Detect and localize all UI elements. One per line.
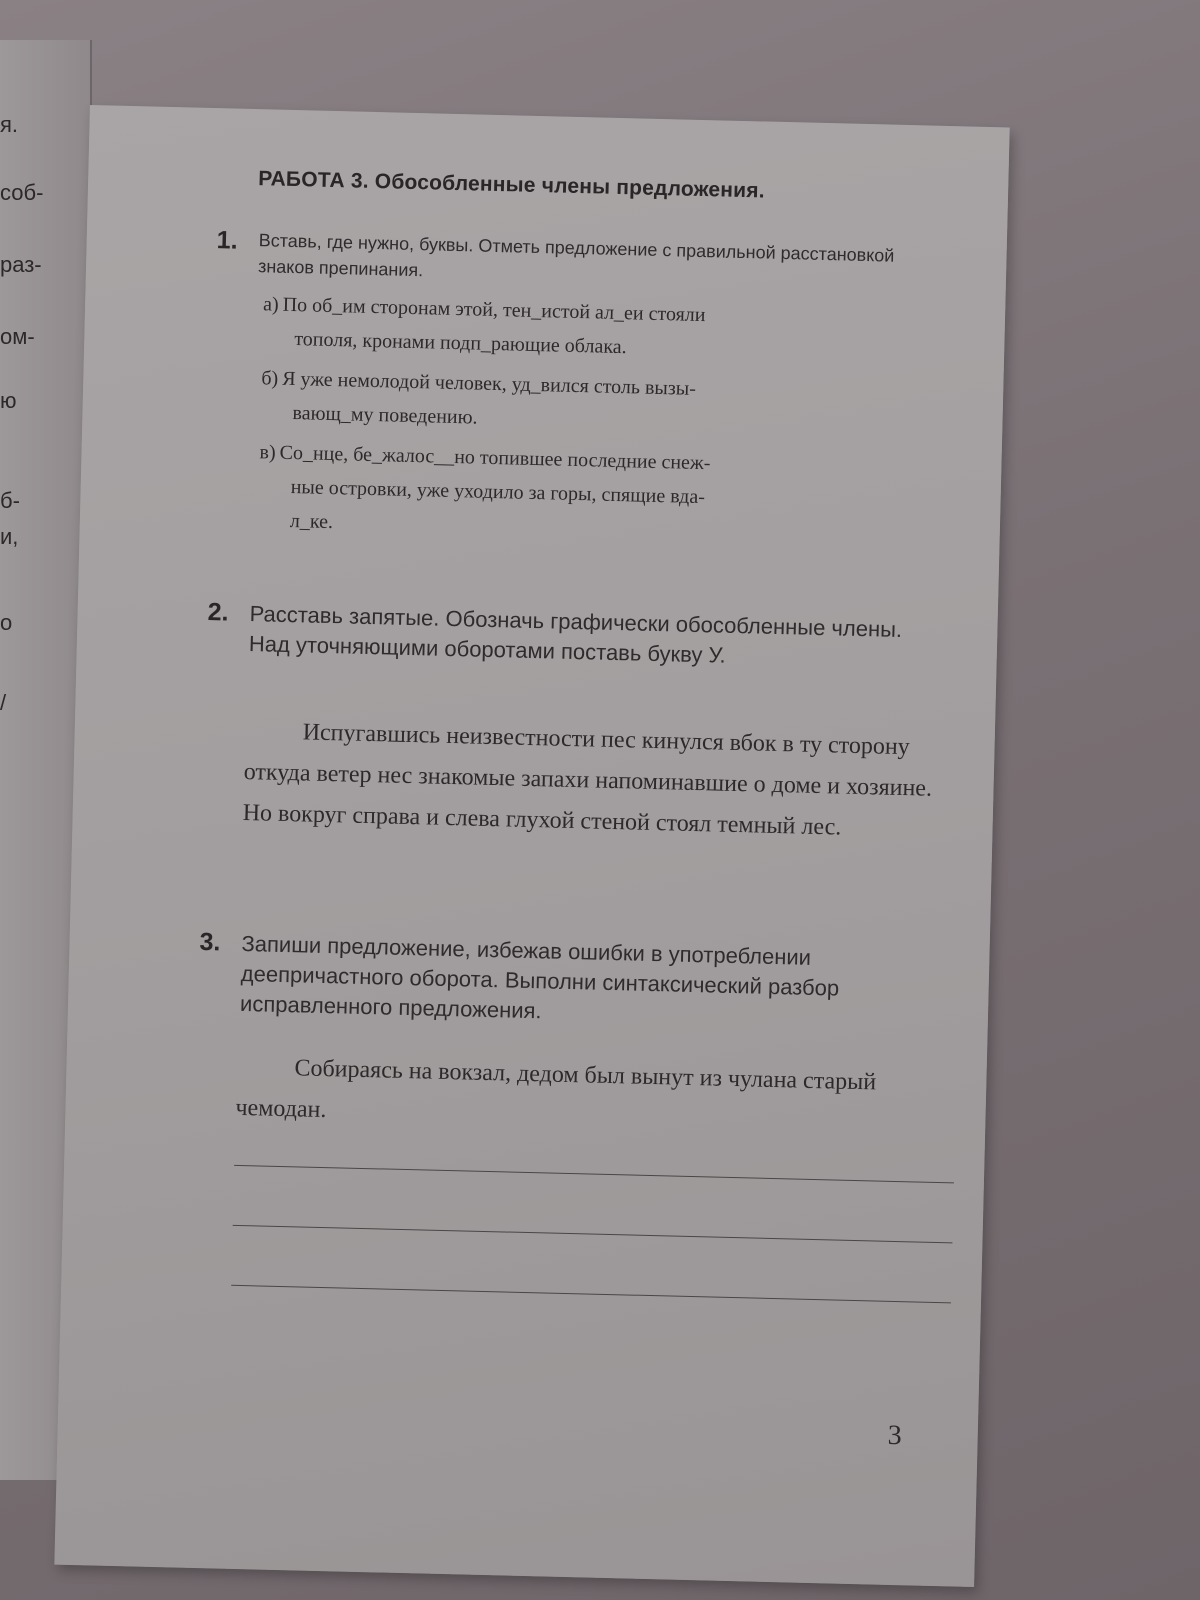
item-line: По об_им сторонам этой, тен_истой ал_еи стояли bbox=[282, 293, 706, 327]
answer-line[interactable] bbox=[231, 1285, 951, 1304]
task-1 bbox=[216, 226, 947, 534]
left-page-fragment: / bbox=[0, 690, 7, 715]
answer-line[interactable] bbox=[234, 1165, 954, 1184]
left-page-fragment: ю bbox=[0, 388, 17, 413]
item-line: л_ке. bbox=[289, 510, 334, 534]
workbook-page bbox=[54, 105, 1009, 1587]
left-page-fragment: раз- bbox=[0, 252, 42, 277]
task-instruction: Запиши предложение, избежав ошибки в употреблении деепричастного оборота. Выполни синтаксический разбор исправленного предложения. bbox=[239, 930, 840, 1024]
item-line: тополя, кронами подп_рающие облака. bbox=[294, 328, 627, 359]
item-line: вающ_му поведению. bbox=[292, 402, 478, 429]
exercise-item-a bbox=[262, 287, 923, 371]
left-page-fragment: я. bbox=[0, 112, 19, 137]
left-page-fragment: о bbox=[0, 610, 13, 635]
page-title: РАБОТА 3. Обособленные члены предложения. bbox=[257, 167, 766, 203]
answer-line[interactable] bbox=[233, 1225, 953, 1244]
left-page-fragment: ом- bbox=[0, 324, 35, 349]
task-number: 3. bbox=[199, 927, 221, 957]
task-number: 2. bbox=[207, 598, 229, 627]
item-marker: в) bbox=[259, 441, 276, 464]
page-number: 3 bbox=[887, 1419, 903, 1452]
item-line: Я уже немолодой человек, уд_вился столь вызы- bbox=[281, 367, 697, 400]
left-page-fragment: и, bbox=[0, 524, 19, 549]
left-page-fragment: соб- bbox=[0, 180, 44, 205]
task-instruction: Вставь, где нужно, буквы. Отметь предложение с правильной расстановкой знаков препинания. bbox=[257, 230, 895, 281]
exercise-passage: Испугавшись неизвестности пес кинулся вбок в ту сторону откуда ветер нес знакомые запахи напоминавшие о доме и хозяине. Но вокруг справа и слева глухой стеной стоял темный лес. bbox=[242, 719, 933, 841]
item-marker: а) bbox=[262, 293, 279, 316]
exercise-item-b bbox=[260, 361, 921, 445]
exercise-item-c bbox=[257, 435, 919, 553]
item-marker: б) bbox=[261, 367, 279, 390]
task-3 bbox=[199, 927, 930, 1124]
left-page-fragment: б- bbox=[0, 488, 20, 513]
task-number: 1. bbox=[216, 226, 238, 255]
task-instruction: Расставь запятые. Обозначь графически обособленные члены. Над уточняющими оборотами поставь букву У. bbox=[248, 601, 903, 668]
item-line: ные островки, уже уходило за горы, спящие вда- bbox=[290, 476, 706, 509]
task-2 bbox=[207, 598, 938, 841]
item-line: Со_нце, бе_жалос__но топившее последние снеж- bbox=[279, 441, 711, 475]
exercise-passage: Собираясь на вокзал, дедом был вынут из чулана старый чемодан. bbox=[235, 1055, 877, 1124]
